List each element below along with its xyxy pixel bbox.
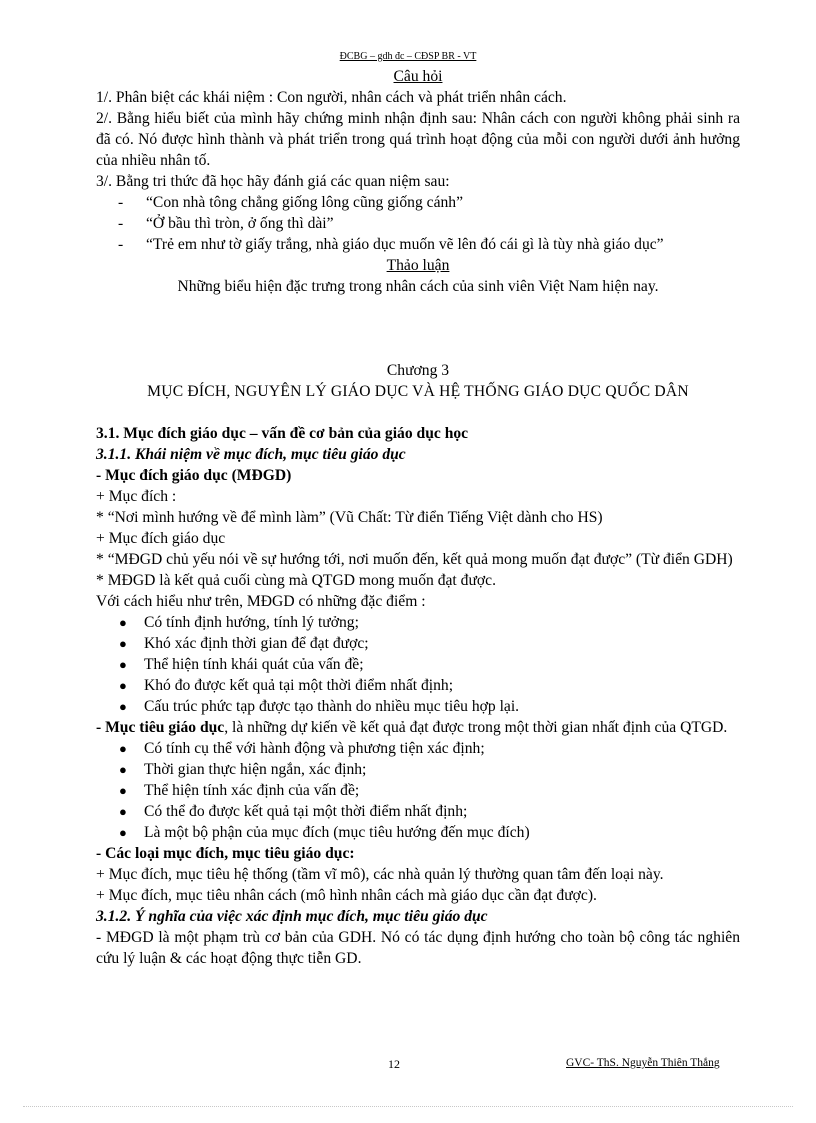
mtgd-definition: , là những dự kiến về kết quả đạt được trong một thời gian nhất định của QTGD. [224,719,728,736]
text-line: * “MĐGD chủ yếu nói về sự hướng tới, nơi muốn đến, kết quả mong muốn đạt được” (Từ điển GDH) [96,551,733,568]
bullet-icon: ● [119,615,127,630]
list-item-text: Có thể đo được kết quả tại một thời điểm nhất định; [144,803,468,820]
list-item [96,612,740,633]
chapter-header [96,360,740,402]
bullet-icon: ● [119,762,127,777]
list-item-text: Thể hiện tính xác định của vấn đề; [144,782,360,799]
author-credit: GVC- ThS. Nguyễn Thiên Thắng [566,1057,720,1069]
list-item [96,822,740,843]
purpose-features-list [96,612,740,717]
bullet-icon: ● [119,657,127,672]
list-item [96,738,740,759]
list-item-text: Khó xác định thời gian để đạt được; [144,635,369,652]
page-content [96,66,740,969]
list-item-text: Cấu trúc phức tạp được tạo thành do nhiều mục tiêu hợp lại. [144,698,520,715]
text-line: + Mục đích, mục tiêu hệ thống (tầm vĩ mô), các nhà quản lý thường quan tâm đến loại này. [96,866,664,883]
dash-marker: - [118,194,124,211]
list-item [96,675,740,696]
page-number: 12 [388,1057,400,1071]
dash-marker: - [118,215,124,232]
list-item [96,192,740,213]
bullet-icon: ● [119,741,127,756]
discussion-text: Những biểu hiện đặc trưng trong nhân cách của sinh viên Việt Nam hiện nay. [177,278,659,295]
text-line: + Mục đích giáo dục [96,530,226,547]
list-item-text: Có tính định hướng, tính lý tưởng; [144,614,359,631]
list-item [96,234,740,255]
mdgd-heading: - Mục đích giáo dục (MĐGD) [96,467,292,484]
list-item-text: Là một bộ phận của mục đích (mục tiêu hướng đến mục đích) [144,824,530,841]
text-line: + Mục đích, mục tiêu nhân cách (mô hình nhân cách mà giáo dục cần đạt được). [96,887,597,904]
text-line: * “Nơi mình hướng về để mình làm” (Vũ Chất: Từ điển Tiếng Việt dành cho HS) [96,509,603,526]
list-item [96,654,740,675]
list-item [96,633,740,654]
chapter-title: MỤC ĐÍCH, NGUYÊN LÝ GIÁO DỤC VÀ HỆ THỐNG GIÁO DỤC QUỐC DÂN [147,383,689,400]
text-line: + Mục đích : [96,488,177,505]
bullet-icon: ● [119,636,127,651]
discussion-heading: Thảo luận [386,257,450,274]
question-3: 3/. Bằng tri thức đã học hãy đánh giá các quan niệm sau: [96,173,450,190]
text-line: Với cách hiểu như trên, MĐGD có những đặc điểm : [96,593,426,610]
question-3-list [96,192,740,255]
bullet-icon: ● [119,804,127,819]
list-item-text: Thời gian thực hiện ngắn, xác định; [144,761,367,778]
list-item-text: Có tính cụ thể với hành động và phương tiện xác định; [144,740,485,757]
bullet-icon: ● [119,783,127,798]
objective-features-list [96,738,740,843]
list-item-text: “Con nhà tông chẳng giống lông cũng giống cánh” [146,194,464,211]
text-line: - MĐGD là một phạm trù cơ bản của GDH. Nó có tác dụng định hướng cho toàn bộ công tác nghiên cứu lý luận & các hoạt động thực tiễn GD. [96,929,740,967]
chapter-number: Chương 3 [386,362,450,379]
mtgd-paragraph [96,717,740,738]
list-item [96,780,740,801]
list-item-text: “Trẻ em như tờ giấy trắng, nhà giáo dục muốn vẽ lên đó cái gì là tùy nhà giáo dục” [146,236,664,253]
subsection-heading-3-1-2: 3.1.2. Ý nghĩa của việc xác định mục đích, mục tiêu giáo dục [96,908,488,925]
mtgd-term: - Mục tiêu giáo dục [96,719,225,736]
bullet-icon: ● [119,699,127,714]
text-line: * MĐGD là kết quả cuối cùng mà QTGD mong muốn đạt được. [96,572,496,589]
list-item [96,801,740,822]
question-2: 2/. Bằng hiểu biết của mình hãy chứng minh nhận định sau: Nhân cách con người không phải sinh ra đã có. Nó được hình thành và phát triển trong quá trình hoạt động của mỗi con người dưới ảnh hưởng của nhiều nhân tố. [96,110,740,169]
types-heading: - Các loại mục đích, mục tiêu giáo dục: [96,845,355,862]
question-1: 1/. Phân biệt các khái niệm : Con người, nhân cách và phát triển nhân cách. [96,89,567,106]
list-item [96,696,740,717]
section-heading-3-1: 3.1. Mục đích giáo dục – vấn đề cơ bản của giáo dục học [96,425,469,442]
list-item [96,759,740,780]
page-bottom-divider [23,1106,793,1107]
running-header: ĐCBG – gdh đc – CĐSP BR - VT [339,51,477,62]
bullet-icon: ● [119,678,127,693]
list-item-text: Khó đo được kết quả tại một thời điểm nhất định; [144,677,454,694]
list-item [96,213,740,234]
list-item-text: “Ở bầu thì tròn, ở ống thì dài” [146,215,334,232]
bullet-icon: ● [119,825,127,840]
list-item-text: Thể hiện tính khái quát của vấn đề; [144,656,364,673]
subsection-heading-3-1-1: 3.1.1. Khái niệm về mục đích, mục tiêu giáo dục [96,446,406,463]
questions-heading: Câu hỏi [393,68,443,85]
dash-marker: - [118,236,124,253]
page-footer [0,1057,816,1077]
